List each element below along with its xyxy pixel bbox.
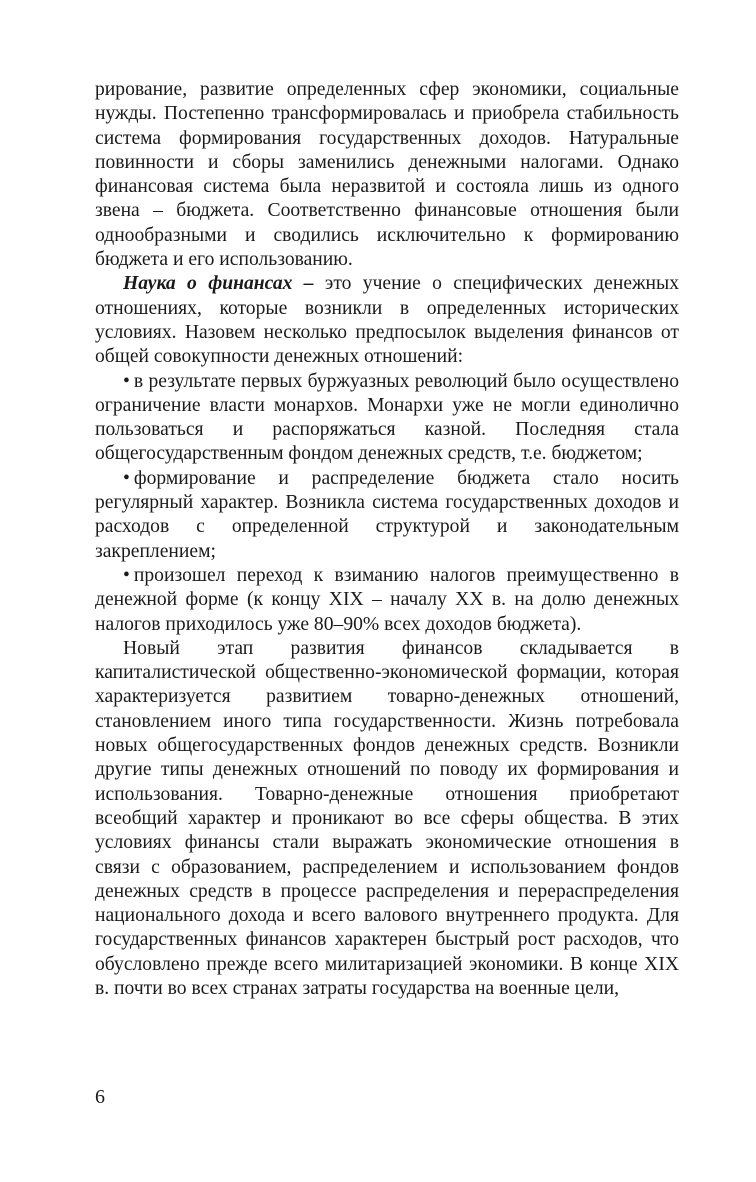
paragraph-definition xyxy=(95,272,679,369)
definition-term: Наука о финансах – xyxy=(123,273,314,295)
paragraph-continuation: рирование, развитие определенных сфер экономики, социальные нужды. Постепенно трансформировалась и приобрела стабильность система формирования государственных доходов. Натуральные повинности и сборы заменились денежными налогами. Однако финансовая система была неразвитой и состояла лишь из одного звена – бюджета. Соответственно финансовые отношения были однообразными и сводились исключительно к формированию бюджета и его использованию. xyxy=(95,79,679,271)
bullet-text: формирование и распределение бюджета стало носить регулярный характер. Возникла система государственных доходов и расходов с определенной структурой и законодательным закреплением; xyxy=(95,467,679,562)
page-body xyxy=(95,78,679,1001)
paragraph-new-stage: Новый этап развития финансов складывается в капиталистической общественно-экономической формации, которая характеризуется развитием товарно-денежных отношений, становлением иного типа государственности. Жизнь потребовала новых общегосударственных фондов денежных средств. Возникли другие типы денежных отношений по поводу их формирования и использования. Товарно-денежные отношения приобретают всеобщий характер и проникают во все сферы общества. В этих условиях финансы стали выражать экономические отношения в связи с образованием, распределением и использованием фондов денежных средств в процессе распределения и перераспределения национального дохода и всего валового внутреннего продукта. Для государственных финансов характерен быстрый рост расходов, что обусловлено прежде всего милитаризацией экономики. В конце XIX в. почти во всех странах затраты государства на военные цели, xyxy=(95,637,679,999)
page-number: 6 xyxy=(95,1086,105,1108)
bullet-text: произошел переход к взиманию налогов преимущественно в денежной форме (к концу XIX – началу XX в. на долю денежных налогов приходилось уже 80–90% всех доходов бюджета). xyxy=(95,564,679,635)
bullet-item-taxes xyxy=(95,564,679,637)
bullet-icon: • xyxy=(123,564,130,586)
bullet-text: в результате первых буржуазных революций было осуществлено ограничение власти монархов. Монархи уже не могли единолично пользоваться и распоряжаться казной. Последняя стала общегосударственным фондом денежных средств, т.е. бюджетом; xyxy=(95,370,679,465)
bullet-icon: • xyxy=(123,370,130,392)
bullet-icon: • xyxy=(123,467,130,489)
bullet-item-budget xyxy=(95,467,679,564)
bullet-item-revolutions xyxy=(95,370,679,467)
definition-text: это учение о специфических денежных отношениях, которые возникли в определенных исторических условиях. Назовем несколько предпосылок выделения финансов от общей совокупности денежных отношений: xyxy=(95,273,680,368)
